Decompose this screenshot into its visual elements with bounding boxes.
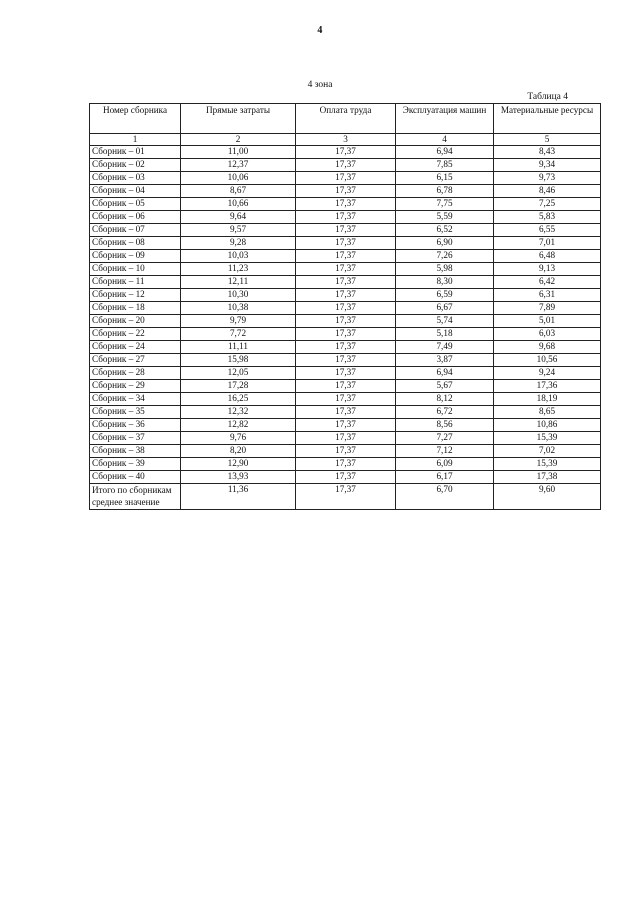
labor-pay-cell: 17,37 [296, 159, 396, 172]
collection-name-cell: Сборник – 39 [90, 458, 181, 471]
material-resources-cell: 8,65 [494, 406, 601, 419]
collection-name-cell: Сборник – 02 [90, 159, 181, 172]
direct-costs-cell: 7,72 [181, 328, 296, 341]
total-label-cell: Итого по сборникам среднее значение [90, 484, 181, 510]
machine-operation-cell: 5,98 [396, 263, 494, 276]
collection-name-cell: Сборник – 24 [90, 341, 181, 354]
direct-costs-cell: 12,37 [181, 159, 296, 172]
direct-costs-cell: 17,28 [181, 380, 296, 393]
column-number-cell: 4 [396, 134, 494, 146]
direct-costs-cell: 12,05 [181, 367, 296, 380]
direct-costs-cell: 11,00 [181, 146, 296, 159]
table-row [90, 302, 601, 315]
labor-pay-cell: 17,37 [296, 289, 396, 302]
machine-operation-cell: 3,87 [396, 354, 494, 367]
data-table [89, 103, 601, 510]
direct-costs-cell: 10,66 [181, 198, 296, 211]
header-cell-direct-costs: Прямые затраты [181, 104, 296, 134]
direct-costs-cell: 15,98 [181, 354, 296, 367]
machine-operation-cell: 6,94 [396, 146, 494, 159]
collection-name-cell: Сборник – 40 [90, 471, 181, 484]
labor-pay-cell: 17,37 [296, 458, 396, 471]
labor-pay-cell: 17,37 [296, 146, 396, 159]
collection-name-cell: Сборник – 08 [90, 237, 181, 250]
collection-name-cell: Сборник – 34 [90, 393, 181, 406]
header-cell-material-resources: Материальные ресурсы [494, 104, 601, 134]
material-resources-cell: 10,56 [494, 354, 601, 367]
collection-name-cell: Сборник – 38 [90, 445, 181, 458]
material-resources-cell: 15,39 [494, 458, 601, 471]
direct-costs-cell: 10,03 [181, 250, 296, 263]
table-row [90, 263, 601, 276]
machine-operation-cell: 5,67 [396, 380, 494, 393]
table-row [90, 471, 601, 484]
collection-name-cell: Сборник – 05 [90, 198, 181, 211]
column-number-row [90, 134, 601, 146]
direct-costs-cell: 9,76 [181, 432, 296, 445]
collection-name-cell: Сборник – 29 [90, 380, 181, 393]
material-resources-cell: 5,01 [494, 315, 601, 328]
labor-pay-cell: 17,37 [296, 211, 396, 224]
table-row [90, 354, 601, 367]
collection-name-cell: Сборник – 18 [90, 302, 181, 315]
labor-pay-cell: 17,37 [296, 406, 396, 419]
machine-operation-cell: 6,59 [396, 289, 494, 302]
machine-operation-cell: 5,74 [396, 315, 494, 328]
collection-name-cell: Сборник – 27 [90, 354, 181, 367]
material-resources-cell: 9,13 [494, 263, 601, 276]
material-resources-cell: 9,24 [494, 367, 601, 380]
machine-operation-cell: 7,12 [396, 445, 494, 458]
labor-pay-cell: 17,37 [296, 445, 396, 458]
material-resources-cell: 5,83 [494, 211, 601, 224]
collection-name-cell: Сборник – 01 [90, 146, 181, 159]
direct-costs-cell: 12,90 [181, 458, 296, 471]
collection-name-cell: Сборник – 35 [90, 406, 181, 419]
total-value-cell: 6,70 [396, 484, 494, 510]
column-number-cell: 2 [181, 134, 296, 146]
collection-name-cell: Сборник – 11 [90, 276, 181, 289]
table-row [90, 432, 601, 445]
table-row [90, 315, 601, 328]
labor-pay-cell: 17,37 [296, 172, 396, 185]
header-cell-machine-operation: Эксплуатация машин [396, 104, 494, 134]
direct-costs-cell: 9,79 [181, 315, 296, 328]
labor-pay-cell: 17,37 [296, 393, 396, 406]
material-resources-cell: 7,89 [494, 302, 601, 315]
labor-pay-cell: 17,37 [296, 276, 396, 289]
table-row [90, 458, 601, 471]
column-number-cell: 5 [494, 134, 601, 146]
direct-costs-cell: 16,25 [181, 393, 296, 406]
table-body [90, 146, 601, 484]
direct-costs-cell: 12,11 [181, 276, 296, 289]
table-row [90, 159, 601, 172]
header-cell-collection-number: Номер сборника [90, 104, 181, 134]
table-row [90, 237, 601, 250]
material-resources-cell: 15,39 [494, 432, 601, 445]
table-row [90, 328, 601, 341]
direct-costs-cell: 8,67 [181, 185, 296, 198]
table-row [90, 172, 601, 185]
material-resources-cell: 6,48 [494, 250, 601, 263]
machine-operation-cell: 7,27 [396, 432, 494, 445]
material-resources-cell: 7,25 [494, 198, 601, 211]
direct-costs-cell: 12,32 [181, 406, 296, 419]
machine-operation-cell: 8,56 [396, 419, 494, 432]
labor-pay-cell: 17,37 [296, 419, 396, 432]
labor-pay-cell: 17,37 [296, 471, 396, 484]
machine-operation-cell: 8,30 [396, 276, 494, 289]
machine-operation-cell: 6,17 [396, 471, 494, 484]
table-row [90, 146, 601, 159]
collection-name-cell: Сборник – 04 [90, 185, 181, 198]
material-resources-cell: 6,31 [494, 289, 601, 302]
direct-costs-cell: 8,20 [181, 445, 296, 458]
table-row [90, 224, 601, 237]
material-resources-cell: 8,46 [494, 185, 601, 198]
direct-costs-cell: 12,82 [181, 419, 296, 432]
machine-operation-cell: 5,18 [396, 328, 494, 341]
total-value-cell: 17,37 [296, 484, 396, 510]
material-resources-cell: 8,43 [494, 146, 601, 159]
collection-name-cell: Сборник – 06 [90, 211, 181, 224]
direct-costs-cell: 9,28 [181, 237, 296, 250]
machine-operation-cell: 6,52 [396, 224, 494, 237]
collection-name-cell: Сборник – 07 [90, 224, 181, 237]
labor-pay-cell: 17,37 [296, 302, 396, 315]
total-value-cell: 11,36 [181, 484, 296, 510]
zone-title: 4 зона [307, 80, 333, 90]
labor-pay-cell: 17,37 [296, 263, 396, 276]
direct-costs-cell: 9,57 [181, 224, 296, 237]
table-header [90, 104, 601, 146]
direct-costs-cell: 9,64 [181, 211, 296, 224]
labor-pay-cell: 17,37 [296, 432, 396, 445]
material-resources-cell: 17,36 [494, 380, 601, 393]
collection-name-cell: Сборник – 36 [90, 419, 181, 432]
table-footer [90, 484, 601, 510]
material-resources-cell: 9,73 [494, 172, 601, 185]
machine-operation-cell: 6,67 [396, 302, 494, 315]
collection-name-cell: Сборник – 37 [90, 432, 181, 445]
direct-costs-cell: 13,93 [181, 471, 296, 484]
labor-pay-cell: 17,37 [296, 315, 396, 328]
direct-costs-cell: 10,06 [181, 172, 296, 185]
total-value-cell: 9,60 [494, 484, 601, 510]
material-resources-cell: 10,86 [494, 419, 601, 432]
table-label: Таблица 4 [527, 92, 568, 102]
table-row [90, 185, 601, 198]
material-resources-cell: 6,03 [494, 328, 601, 341]
collection-name-cell: Сборник – 03 [90, 172, 181, 185]
table-row [90, 380, 601, 393]
table-row [90, 211, 601, 224]
labor-pay-cell: 17,37 [296, 367, 396, 380]
labor-pay-cell: 17,37 [296, 328, 396, 341]
header-row [90, 104, 601, 134]
labor-pay-cell: 17,37 [296, 354, 396, 367]
table-row [90, 289, 601, 302]
material-resources-cell: 18,19 [494, 393, 601, 406]
direct-costs-cell: 10,30 [181, 289, 296, 302]
header-cell-labor-pay: Оплата труда [296, 104, 396, 134]
material-resources-cell: 17,38 [494, 471, 601, 484]
machine-operation-cell: 7,75 [396, 198, 494, 211]
table-row [90, 367, 601, 380]
machine-operation-cell: 7,26 [396, 250, 494, 263]
machine-operation-cell: 6,15 [396, 172, 494, 185]
machine-operation-cell: 6,94 [396, 367, 494, 380]
table-row [90, 445, 601, 458]
total-row [90, 484, 601, 510]
collection-name-cell: Сборник – 22 [90, 328, 181, 341]
column-number-cell: 3 [296, 134, 396, 146]
table-row [90, 250, 601, 263]
direct-costs-cell: 10,38 [181, 302, 296, 315]
column-number-cell: 1 [90, 134, 181, 146]
material-resources-cell: 7,01 [494, 237, 601, 250]
material-resources-cell: 9,68 [494, 341, 601, 354]
material-resources-cell: 9,34 [494, 159, 601, 172]
labor-pay-cell: 17,37 [296, 198, 396, 211]
collection-name-cell: Сборник – 28 [90, 367, 181, 380]
table-row [90, 198, 601, 211]
table-row [90, 406, 601, 419]
labor-pay-cell: 17,37 [296, 341, 396, 354]
machine-operation-cell: 5,59 [396, 211, 494, 224]
material-resources-cell: 6,55 [494, 224, 601, 237]
machine-operation-cell: 6,72 [396, 406, 494, 419]
direct-costs-cell: 11,23 [181, 263, 296, 276]
labor-pay-cell: 17,37 [296, 185, 396, 198]
material-resources-cell: 7,02 [494, 445, 601, 458]
labor-pay-cell: 17,37 [296, 250, 396, 263]
machine-operation-cell: 7,49 [396, 341, 494, 354]
machine-operation-cell: 6,78 [396, 185, 494, 198]
table-row [90, 276, 601, 289]
page-number: 4 [317, 25, 323, 36]
labor-pay-cell: 17,37 [296, 237, 396, 250]
machine-operation-cell: 7,85 [396, 159, 494, 172]
collection-name-cell: Сборник – 12 [90, 289, 181, 302]
machine-operation-cell: 6,09 [396, 458, 494, 471]
collection-name-cell: Сборник – 20 [90, 315, 181, 328]
machine-operation-cell: 8,12 [396, 393, 494, 406]
table-row [90, 341, 601, 354]
labor-pay-cell: 17,37 [296, 380, 396, 393]
direct-costs-cell: 11,11 [181, 341, 296, 354]
collection-name-cell: Сборник – 09 [90, 250, 181, 263]
table-row [90, 393, 601, 406]
collection-name-cell: Сборник – 10 [90, 263, 181, 276]
material-resources-cell: 6,42 [494, 276, 601, 289]
labor-pay-cell: 17,37 [296, 224, 396, 237]
machine-operation-cell: 6,90 [396, 237, 494, 250]
table-row [90, 419, 601, 432]
